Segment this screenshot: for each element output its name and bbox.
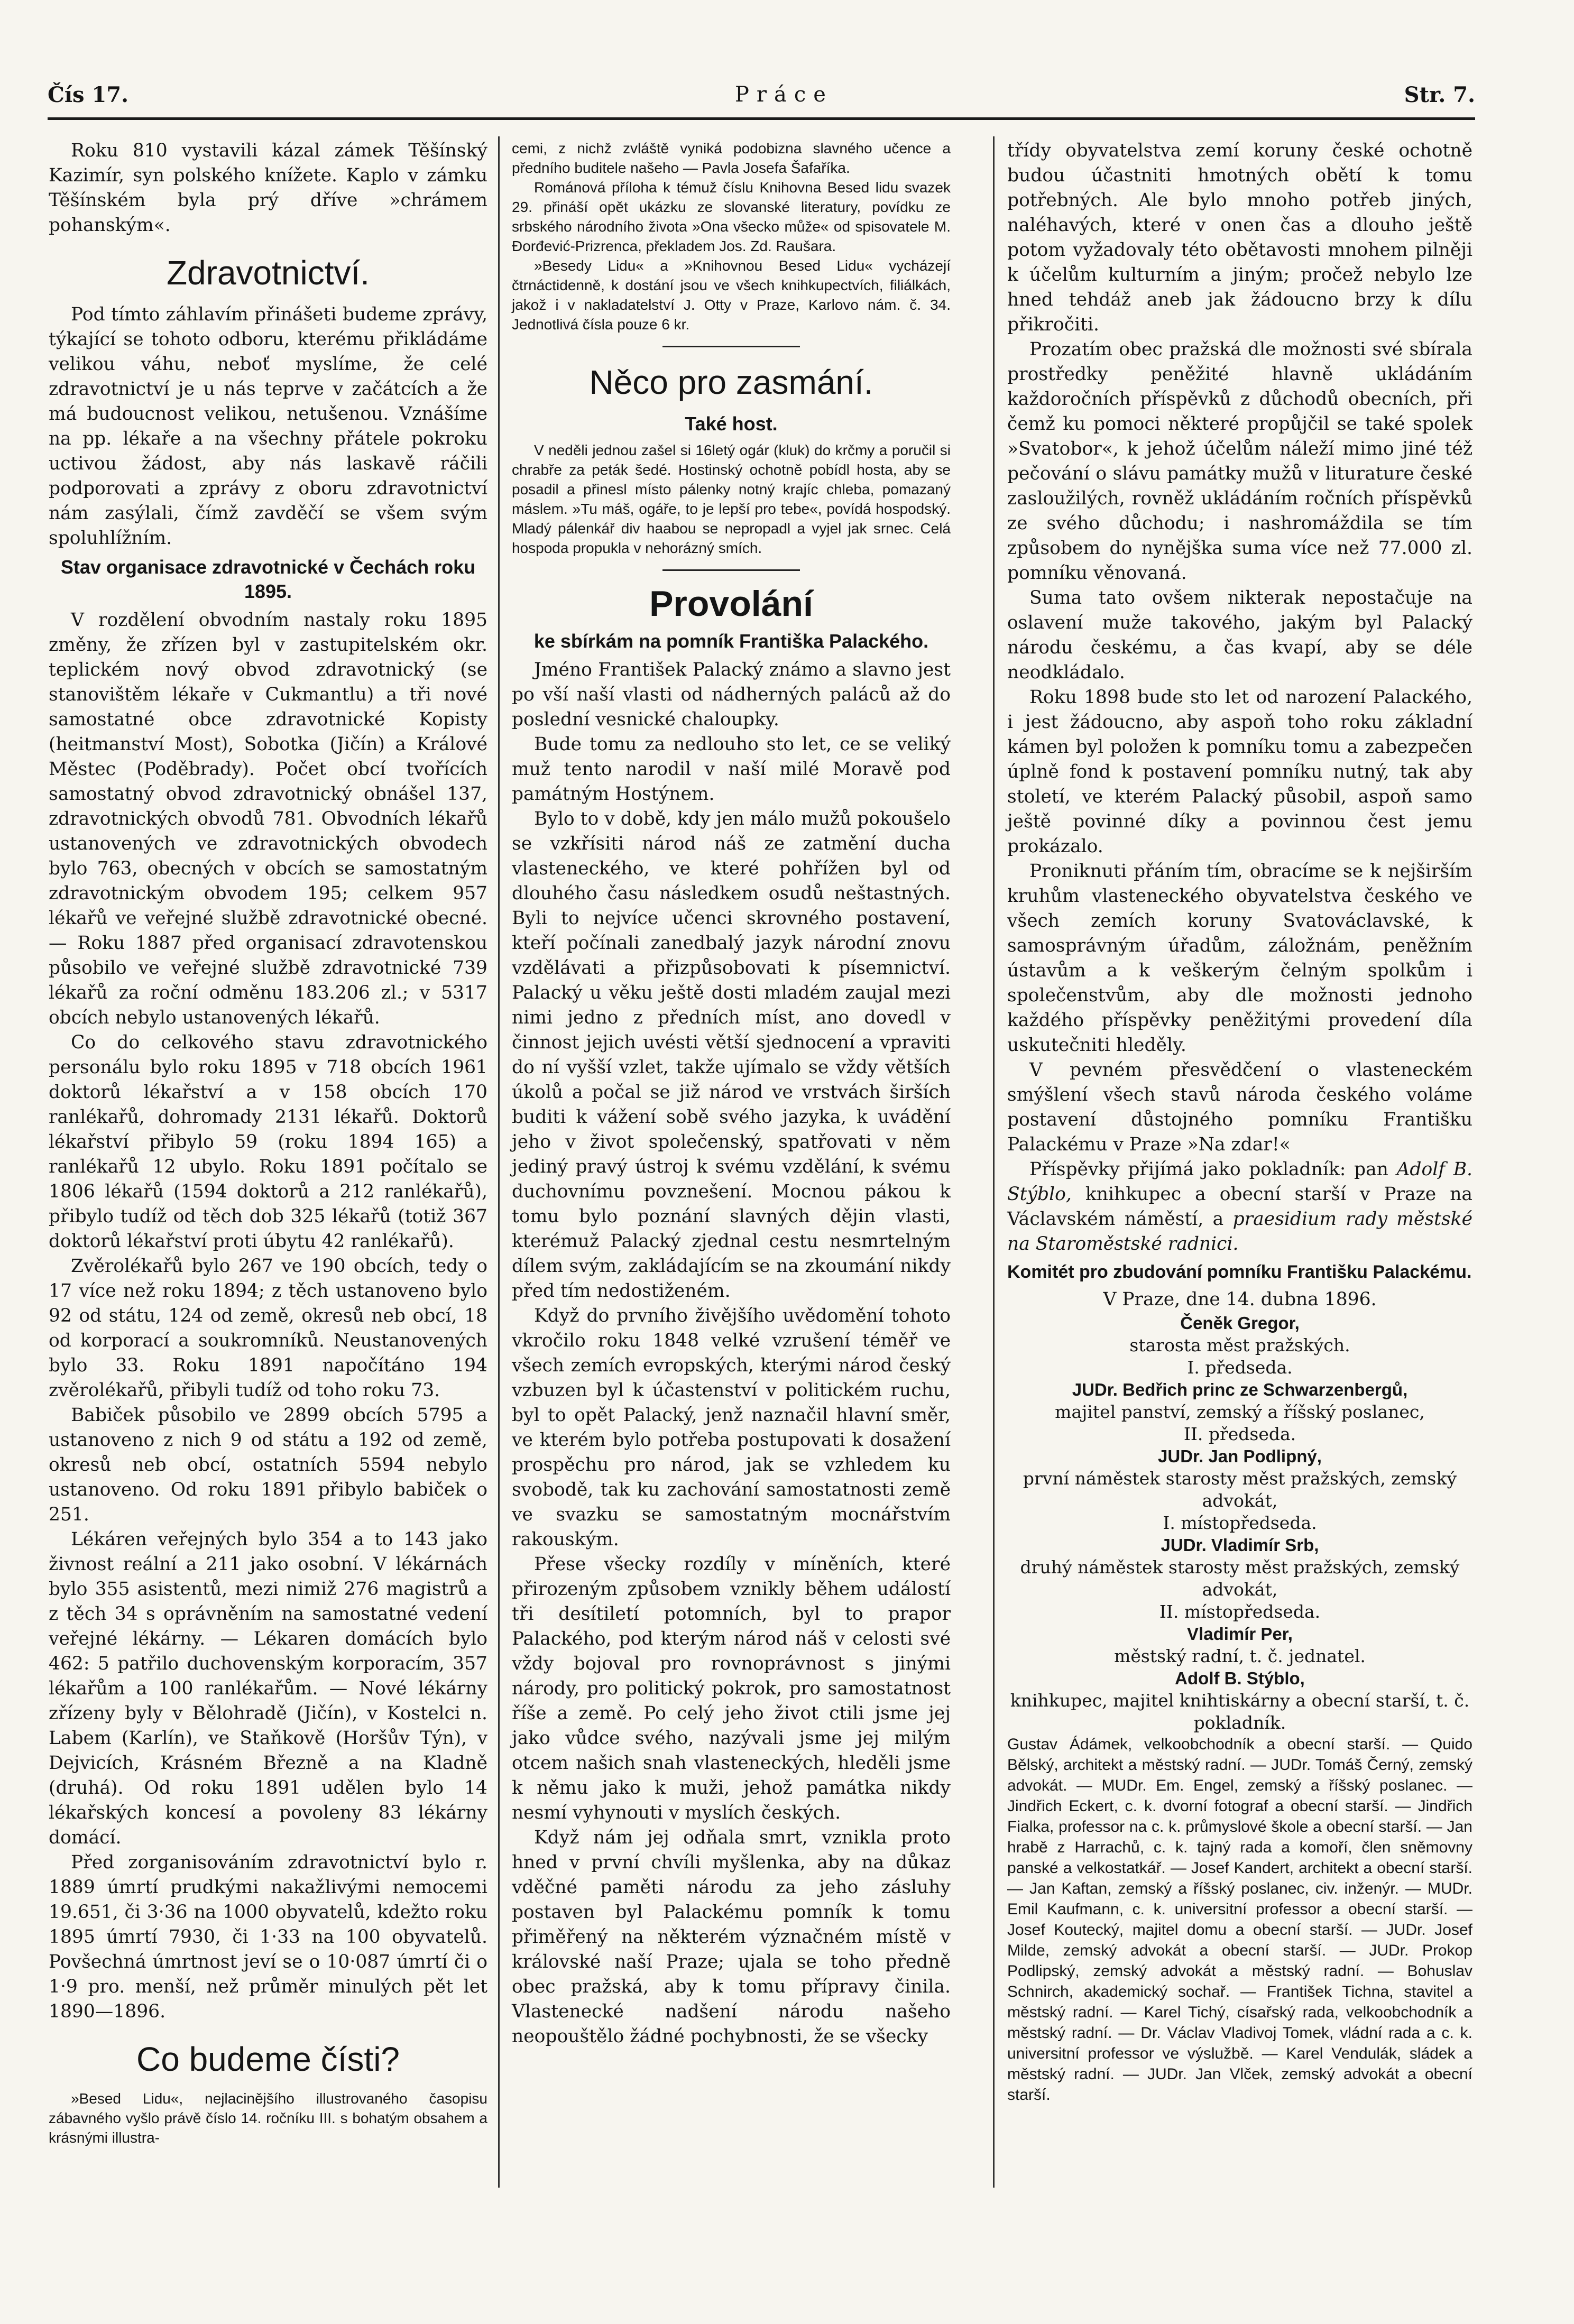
paragraph: Bude tomu za nedlouho sto let, ce se veliký muž tento narodil v naší milé Moravě pod památným Hostýnem. xyxy=(512,734,951,805)
signatory-role: městský radní, t. č. jednatel. xyxy=(1114,1646,1366,1666)
signature-block xyxy=(1007,1312,1472,1734)
treasurer-name: Adolf B. Stýblo, xyxy=(1007,1159,1473,1205)
paragraph: »Besed Lidu«, nejlacinějšího illustrovaného časopisu zábavného vyšlo právě číslo 14. ročníku III. s bohatým obsahem a krásnými illustra- xyxy=(49,2090,487,2146)
committee-members: Gustav Ádámek, velkoobchodník a obecní starší. — Quido Bělský, architekt a městský radní. — JUDr. Tomáš Černý, zemský advokát. — MUDr. Em. Engel, zemský a říšský poslanec. — Jindřich Eckert, c. k. dvorní fotograf a obecní starší. — Jindřich Fialka, professor na c. k. průmyslové škole a obecní starší. — Jan hrabě z Harrachů, c. k. tajný rada a komoří, člen sněmovny panské a velkostatkář. — Josef Kandert, architekt a obecní starší. — Jan Kaftan, zemský a říšský poslanec, civ. inženýr. — MUDr. Emil Kaufmann, c. k. universitní professor a obecní starší. — Josef Koutecký, majitel domu a obecní starší. — JUDr. Josef Milde, zemský advokát a obecní starší. — JUDr. Prokop Podlipský, zemský advokát a městský radní. — Bohuslav Schnirch, akademický sochař. — František Tichna, stavitel a městský radní. — Karel Tichý, císařský rada, velkoobchodník a městský radní. — Dr. Václav Vladivoj Tomek, vládní rada a c. k. universitní professor ve výslužbě. — Karel Vendulák, sládek a městský radní. — JUDr. Jan Vlček, zemský advokát a obecní starší. xyxy=(1007,1736,1472,2104)
issue-number: Čís 17. xyxy=(48,82,129,107)
column-1 xyxy=(49,139,487,2147)
header-rule xyxy=(48,117,1475,120)
treasurer-desc: knihkupec a obecní starší v Praze na Václavském náměstí, a xyxy=(1007,1184,1472,1230)
page-header xyxy=(48,78,1475,115)
signatory-name: JUDr. Bedřich princ ze Schwarzenbergů, xyxy=(1072,1380,1408,1399)
signatory-name: JUDr. Vladimír Srb, xyxy=(1161,1535,1319,1555)
article-heading-stav: Stav organisace zdravotnické v Čechách roku 1895. xyxy=(60,556,476,602)
paragraph: Zvěrolékařů bylo 267 ve 190 obcích, tedy o 17 více než roku 1894; z těch ustanoveno bylo 92 od státu, 124 od země, okresů neb obcí, 18 od korporací a soukromníků. Neustanovených bylo 33. Roku 1891 napočítáno 194 zvěrolékařů, přibyli tudíž od toho roku 73. xyxy=(49,1256,487,1401)
paragraph: Suma tato ovšem nikterak nepostačuje na oslavení muže takového, jakým byl Palacký národu českému, a čas kvapí, aby se déle neodkládalo. xyxy=(1007,587,1472,683)
intro-paragraph: Roku 810 vystavili kázal zámek Těšínský Kazimír, syn polského knížete. Kaplo v zámku Těšínském byla prý dříve »chrámem pohanským«. xyxy=(49,140,487,236)
paragraph: Jméno František Palacký známo a slavno jest po vší naší vlasti od nádherných paláců až do poslední vesnické chaloupky. xyxy=(512,659,951,730)
date-line: V Praze, dne 14. dubna 1896. xyxy=(1103,1289,1377,1310)
signatory-position: I. místopředseda. xyxy=(1163,1513,1317,1533)
signatory-name: Vladimír Per, xyxy=(1187,1624,1293,1644)
praesidium: praesidium rady městské na Staroměstské radnici. xyxy=(1007,1209,1473,1255)
page-number: Str. 7. xyxy=(1404,82,1475,107)
paragraph: V neděli jednou zašel si 16letý ogár (kluk) do krčmy a poručil si chrabře za peták šedé. Hostinský ochotně pobídl hosta, aby se posadil a přinesl místo pálenky notný krajíc chleba, pomazaný máslem. »Tu máš, ogáře, to je lepší pro tebe«, povídá hospodský. Mladý pálenkář div haabou se nepropadl a vyjel jak srnec. Celá hospoda propukla v nehorázný smích. xyxy=(512,442,951,556)
signatory-position: II. místopředseda. xyxy=(1159,1601,1321,1622)
paragraph: Když do prvního živějšího uvědomění tohoto vkročilo roku 1848 velké vzrušení téměř ve všech zemích evropských, kterými národ český vzbuzen byl k účastenství v politickém ruchu, byl to opět Palacký, jenž naznačil hlavní směr, ve kterém bylo potřeba postupovati k dosažení prospěchu pro národ, jak se vzhledem ku svobodě, tak ku zachování samostatnosti země ve svazku se samostatným mocnářstvím rakouským. xyxy=(512,1305,951,1550)
section-heading-zdravotnictvi: Zdravotnictví. xyxy=(166,254,370,292)
signatory-role: knihkupec, majitel knihtiskárny a obecní starší, t. č. pokladník. xyxy=(1010,1690,1470,1733)
paragraph: Románová příloha k témuž číslu Knihovna Besed lidu svazek 29. přináší opět ukázku ze slovanské literatury, povídku ze srbského národního života »Ona všecko může« od spisovatele M. Đorđević-Prizrenca, překladem Jos. Zd. Raušara. xyxy=(512,179,951,254)
paragraph: Před zorganisováním zdravotnictví bylo r. 1889 úmrtí prudkými nakažlivými nemocemi 19.651, či 3·36 na 1000 obyvatelů, kdežto roku 1895 úmrtí 7930, či 1·33 na 100 obyvatelů. Povšechná úmrtnost jeví se o 10·087 úmrtí či o 1·9 pro. menší, než průměr minulých pět let 1890—1896. xyxy=(49,1852,487,2022)
signatory-position: II. předseda. xyxy=(1183,1424,1296,1444)
paragraph: Když nám jej odňala smrt, vznikla proto hned v první chvíli myšlenka, aby na důkaz vděčné paměti národu za jeho zásluhy postaven byl Palackému pomník k tomu přiměřený na některém význačném místě v královské naší Praze; ujala se toho předně obec pražská, aby k tomu přípravy činila. Vlastenecké nadšení národu našeho neopouštělo žádné pochybnosti, že se všecky xyxy=(512,1827,951,2047)
paragraph: třídy obyvatelstva zemí koruny české ochotně budou účastniti hmotných obětí k tomu potřebných. Ale bylo mnoho potřeb jiných, naléhavých, které v onen čas a dlouho ještě potom vyžadovaly této obětavosti mnohem pilněji k účelům kulturním a jiným; pročež nebylo lze hned tehdáž aneb jak žádoucno brzy k dílu přikročiti. xyxy=(1007,140,1472,335)
signatory-role: starosta měst pražských. xyxy=(1129,1335,1350,1355)
section-heading-cist: Co budeme čísti? xyxy=(136,2040,400,2078)
article-heading-host: Také host. xyxy=(685,413,778,435)
signatory-role: první náměstek starosty měst pražských, zemský advokát, xyxy=(1023,1468,1457,1511)
paragraph: Co do celkového stavu zdravotnického personálu bylo roku 1895 v 718 obcích 1961 doktorů lékařství a v 158 obcích 170 ranlékařů, dohromady 2131 lékařů. Doktorů lékařství přibylo 59 (roku 1894 165) a ranlékařů 12 ubylo. Roku 1891 počítalo se 1806 lékařů (1594 doktorů a 212 ranlékařů), přibylo tudíž od těch dob 325 lékařů (totiž 367 doktorů lékařství proti úbytu 42 ranlékařů). xyxy=(49,1032,487,1252)
paragraph: Bylo to v době, kdy jen málo mužů pokoušelo se vzkřísiti národ náš ze zatmění ducha vlasteneckého, ve které pohřížen byl od dlouhého času následkem osudů neštastných. Byli to nejvíce učenci skrovného postavení, kteří počínali zanedbalý jazyk národní znovu vzdělávati a přizpůsobovati k písemnictví. Palacký u věku ještě dosti mladém zaujal mezi nimi jedno z předních míst, ano dovedl v činnost jejich uvésti větší sjednocení a vpraviti do ní vyšší vzlet, takže ujímalo se vždy větších úkolů a počal se již národ ve vrstvách širších buditi k vážení sobě svého jazyka, k uvádění jeho v život společenský, spatřovati v něm jediný pravý ústroj k svému vzdělání, k svému duchovnímu povznešení. Mocnou pákou k tomu bylo poznání slavných dějin vlasti, kterémuž Palacký zjednal cestu nesmrtelným dílem svým, zakládajícím se na zkoumání nikdy před tím nedostiženém. xyxy=(512,808,951,1302)
newspaper-title: Práce xyxy=(735,82,833,107)
paragraph: V pevném přesvědčení o vlasteneckém smýšlení všech stavů národa českého voláme postavení důstojného pomníku Františku Palackému v Praze »Na zdar!« xyxy=(1007,1059,1472,1155)
column-3 xyxy=(1007,139,1472,2105)
article-subheading-provolani: ke sbírkám na pomník Františka Palackého. xyxy=(533,630,929,652)
paragraph: »Besedy Lidu« a »Knihovnou Besed Lidu« vycházejí čtrnáctidenně, k dostání jsou ve všech knihkupectvích, filiálkách, jakož i v nakladatelství J. Otty v Praze, Karlovo nám. č. 34. Jednotlivá čísla pouze 6 kr. xyxy=(512,257,951,333)
paragraph: Prozatím obec pražská dle možnosti své sbírala prostředky peněžité hlavně ukládáním každoročních příspěvků z důchodů obecních, při čemž ku pomoci některé propůjčil se také spolek »Svatobor«, k jehož účelům náleží mimo jiné též pečování o slávu památky mužů v liturature české zasloužilých, rovněž ukládáním ročních příspěvků ze svého důchodu; i nashromáždila se tím způsobem do nynějška suma více než 77.000 zl. pomníku věnovaná. xyxy=(1007,339,1472,584)
paragraph: cemi, z nichž zvláště vyniká podobizna slavného učence a předního buditele našeho — Pavla Josefa Šafaříka. xyxy=(512,140,951,176)
signatory-position: I. předseda. xyxy=(1187,1357,1293,1378)
signatory-name: JUDr. Jan Podlipný, xyxy=(1158,1446,1322,1466)
signatory-role: majitel panství, zemský a říšský poslanec, xyxy=(1055,1401,1425,1422)
signatory-role: druhý náměstek starosty měst pražských, zemský advokát, xyxy=(1020,1557,1460,1600)
paragraph: Roku 1898 bude sto let od narození Palackého, i jest žádoucno, aby aspoň toho roku základní kámen byl položen k pomníku tomu a zabezpečen úplně fond k postavení pomníku nutný, tak aby století, ve kterém Palacký působil, aspoň samo ještě povinné díky a povinnou čest jemu prokázalo. xyxy=(1007,687,1472,857)
paragraph: Proniknuti přáním tím, obracíme se k nejširším kruhům vlasteneckého obyvatelstva českého ve všech zemích koruny Svatováclavské, k samosprávným úřadům, záložnám, peněžním ústavům a k veškerým čelným spolkům i společenstvům, aby dle možnosti jednoho každého příspěvky peněžitými provedení díla uskutečniti hleděly. xyxy=(1007,861,1472,1056)
paragraph: V rozdělení obvodním nastaly roku 1895 změny, že zřízen byl v zastupitelském okr. teplickém nový obvod zdravotnický (se stanovištěm lékaře v Cukmantlu) a tři nové samostatné obce zdravotnické Kopisty (heitmanství Most), Sobotka (Jičín) a Králové Městec (Poděbrady). Počet obcí tvořících samostatný obvod zdravotnický obnášel 137, zdravotnických obvodů 781. Obvodních lékařů ustanovených ve zdravotnických obvodech bylo 763, obecných v obcích se samostatným zdravotnickým obvodem 195; celkem 957 lékařů ve veřejné službě zdravotnické obecné. — Roku 1887 před organisací zdravotenskou působilo ve veřejné službě zdravotnické 739 lékařů za roční odměnu 183.206 zl.; v 5317 obcích nebylo ustanovených lékařů. xyxy=(49,610,487,1028)
treasurer-paragraph xyxy=(1007,1157,1472,1257)
paragraph: Lékáren veřejných bylo 354 a to 143 jako živnost reální a 211 jako osobní. V lékárnách bylo 355 asistentů, mezi nimiž 276 magistrů a z těch 34 s oprávněním na samostatné vedení veřejné lékárny. — Lékaren domácích bylo 462: 5 patřilo duchovenským korporacím, 357 lékařům a 100 ranlékařům. — Nové lékárny zřízeny byly v Bělohradě (Jičín), v Kostelci n. Labem (Karlín), ve Staňkově (Horšův Týn), v Dejvicích, Krásném Březně a na Kladně (druhá). Od roku 1891 udělen bylo 14 lékařských koncesí a povoleny 83 lékárny domácí. xyxy=(49,1529,487,1848)
column-divider xyxy=(993,136,995,2188)
paragraph: Přese všecky rozdíly v míněních, které přirozeným způsobem vznikly během událostí tři desítiletí potomních, byl to prapor Palackého, pod kterým národ náš v celosti své vždy bojoval pro rovnoprávnost s jinými národy, pro politický pokrok, pro samostatnost říše a země. Po celý jeho život ctili jsme jej jako vůdce svého, nazývali jsme jej milým otcem našich snah vlasteneckých, hleděli jsme k němu jako k muži, jehož památka nikdy nesmí vyhynouti v myslích českých. xyxy=(512,1554,951,1823)
signatory-name: Čeněk Gregor, xyxy=(1180,1313,1300,1333)
separator xyxy=(662,346,800,347)
paragraph: Pod tímto záhlavím přinášeti budeme zprávy, týkající se tohoto odboru, kterému přikládáme velikou váhu, neboť myslíme, že celé zdravotnictví je u nás teprve v začátcích a že má budoucnost velikou, netušenou. Vznášíme na pp. lékaře a na všechny přátele pokroku uctivou žádost, aby nás laskavě ráčili podporovati a zprávy z oboru zdravotnictví nám zasýlali, čímž zavděčí se všem svým spoluhlížním. xyxy=(49,304,487,549)
signatory-name: Adolf B. Stýblo, xyxy=(1175,1668,1305,1688)
paragraph: Babiček působilo ve 2899 obcích 5795 a ustanoveno z nich 9 od státu a 192 od země, okresů neb obcí, ostatních 5594 nebylo ustanoveno. Od roku 1891 přibylo babiček o 251. xyxy=(49,1405,487,1525)
treasurer-intro: Příspěvky přijímá jako pokladník: pan xyxy=(1029,1159,1388,1180)
column-2 xyxy=(512,139,951,2049)
column-divider xyxy=(498,136,500,2188)
separator xyxy=(662,569,800,571)
section-heading-provolani: Provolání xyxy=(649,584,813,624)
section-heading-zasmani: Něco pro zasmání. xyxy=(589,363,873,401)
committee-heading: Komitét pro zbudování pomníku Františku Palackému. xyxy=(1007,1262,1472,1282)
